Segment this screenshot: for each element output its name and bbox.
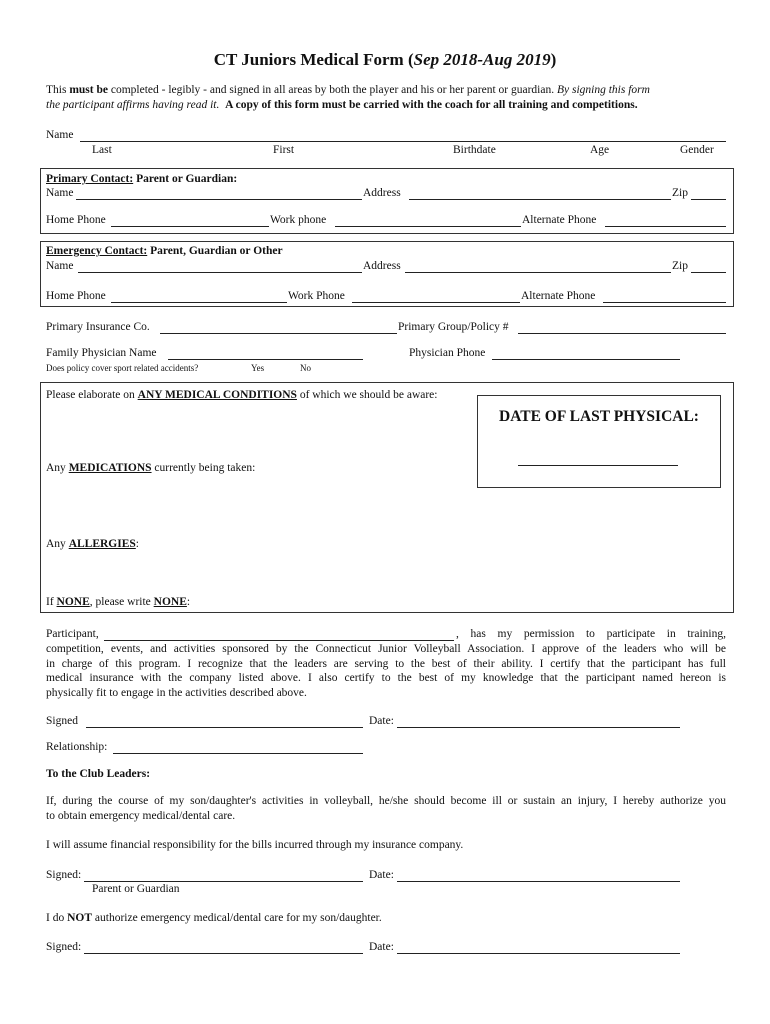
authorization-line-2: to obtain emergency medical/dental care.: [46, 809, 236, 822]
last-name-caption: Last: [92, 144, 112, 156]
club-leaders-heading: To the Club Leaders:: [46, 768, 151, 780]
authorization-line-1: If, during the course of my son/daughter's activities in volleyball, he/she should become ill or sustain an injury, I hereby authorize you: [46, 795, 726, 807]
emergency-work-phone-field[interactable]: [352, 302, 520, 303]
parent-guardian-caption: Parent or Guardian: [92, 883, 180, 895]
family-physician-label: Family Physician Name: [46, 347, 157, 359]
emergency-work-phone-label: Work Phone: [288, 290, 345, 302]
primary-group-field[interactable]: [518, 333, 726, 334]
primary-address-field[interactable]: [409, 199, 671, 200]
signed-label-1: Signed: [46, 715, 78, 727]
medical-conditions-label: Please elaborate on ANY MEDICAL CONDITIONS of which we should be aware:: [46, 389, 438, 401]
emergency-alt-phone-field[interactable]: [603, 302, 726, 303]
intro-line-1: This must be completed - legibly - and signed in all areas by both the player and his or her parent or guardian. By signing this form: [46, 84, 650, 96]
last-physical-label: DATE OF LAST PHYSICAL:: [499, 408, 699, 425]
emergency-address-label: Address: [363, 260, 401, 272]
permission-line-2: competition, events, and activities sponsored by the Connecticut Junior Volleyball Association. I approve of the leaders who will be: [46, 643, 726, 655]
primary-insurance-field[interactable]: [160, 333, 397, 334]
age-caption: Age: [590, 144, 610, 156]
policy-coverage-question: Does policy cover sport related accidents?: [46, 363, 199, 373]
emergency-name-field[interactable]: [78, 272, 362, 273]
birthdate-caption: Birthdate: [453, 144, 496, 156]
name-label: Name: [46, 129, 74, 141]
primary-home-phone-field[interactable]: [111, 226, 269, 227]
emergency-home-phone-field[interactable]: [111, 302, 287, 303]
gender-caption: Gender: [680, 144, 714, 156]
participant-name-field[interactable]: [80, 141, 726, 142]
none-instruction: If NONE, please write NONE:: [46, 596, 191, 608]
permission-line-1-rest: , has my permission to participate in training,: [456, 628, 726, 640]
first-name-caption: First: [273, 144, 295, 156]
primary-name-field[interactable]: [76, 199, 362, 200]
emergency-zip-label: Zip: [672, 260, 688, 272]
intro-line-2: the participant affirms having read it. A copy of this form must be carried with the coach for all training and competitions.: [46, 99, 638, 111]
date-field-3[interactable]: [397, 953, 680, 954]
primary-group-label: Primary Group/Policy #: [398, 321, 509, 333]
signed-label-2: Signed:: [46, 869, 82, 881]
emergency-zip-field[interactable]: [691, 272, 726, 273]
policy-yes-option[interactable]: Yes: [251, 363, 265, 373]
primary-work-phone-label: Work phone: [270, 214, 327, 226]
date-field-2[interactable]: [397, 881, 680, 882]
primary-alt-phone-label: Alternate Phone: [522, 214, 597, 226]
family-physician-field[interactable]: [168, 359, 363, 360]
not-authorize-text: I do NOT authorize emergency medical/dental care for my son/daughter.: [46, 912, 382, 924]
financial-responsibility-text: I will assume financial responsibility for the bills incurred through my insurance company.: [46, 839, 464, 851]
primary-address-label: Address: [363, 187, 401, 199]
primary-work-phone-field[interactable]: [335, 226, 521, 227]
authorization-paragraph: [46, 794, 726, 823]
signature-field-1[interactable]: [86, 727, 363, 728]
allergies-label: Any ALLERGIES:: [46, 538, 139, 550]
date-field-1[interactable]: [397, 727, 680, 728]
signature-field-2[interactable]: [84, 881, 363, 882]
permission-line-5: physically fit to engage in the activities described above.: [46, 686, 307, 699]
date-label-1: Date:: [369, 715, 394, 727]
primary-insurance-label: Primary Insurance Co.: [46, 321, 150, 333]
emergency-name-label: Name: [46, 260, 74, 272]
primary-alt-phone-field[interactable]: [605, 226, 726, 227]
permission-paragraph: [46, 642, 726, 700]
emergency-home-phone-label: Home Phone: [46, 290, 106, 302]
form-title: [0, 50, 770, 70]
relationship-label: Relationship:: [46, 741, 108, 753]
date-label-2: Date:: [369, 869, 394, 881]
date-label-3: Date:: [369, 941, 394, 953]
primary-contact-heading: Primary Contact: Parent or Guardian:: [46, 173, 238, 185]
medications-label: Any MEDICATIONS currently being taken:: [46, 462, 256, 474]
participant-permission-name-field[interactable]: [104, 640, 454, 641]
title-date-range: Sep 2018-Aug 2019: [413, 50, 551, 69]
primary-zip-field[interactable]: [691, 199, 726, 200]
physician-phone-label: Physician Phone: [409, 347, 486, 359]
title-paren-close: ): [550, 50, 557, 69]
emergency-contact-heading: Emergency Contact: Parent, Guardian or Other: [46, 245, 283, 257]
primary-home-phone-label: Home Phone: [46, 214, 106, 226]
signature-field-3[interactable]: [84, 953, 363, 954]
policy-no-option[interactable]: No: [300, 363, 311, 373]
permission-line-3: in charge of this program. I recognize that the leaders are serving to the best of their ability. I certify that the participant has full: [46, 657, 726, 670]
participant-label: Participant,: [46, 628, 99, 640]
last-physical-field[interactable]: [518, 465, 678, 466]
primary-zip-label: Zip: [672, 187, 688, 199]
relationship-field[interactable]: [113, 753, 363, 754]
signed-label-3: Signed:: [46, 941, 82, 953]
physician-phone-field[interactable]: [492, 359, 680, 360]
primary-name-label: Name: [46, 187, 74, 199]
title-paren-open: (: [407, 50, 414, 69]
permission-line-4: medical insurance with the company listed above. I also certify to the best of my knowledge that the participant named hereon is: [46, 672, 726, 684]
emergency-address-field[interactable]: [405, 272, 671, 273]
title-main: CT Juniors Medical Form: [213, 50, 404, 69]
emergency-alt-phone-label: Alternate Phone: [521, 290, 596, 302]
